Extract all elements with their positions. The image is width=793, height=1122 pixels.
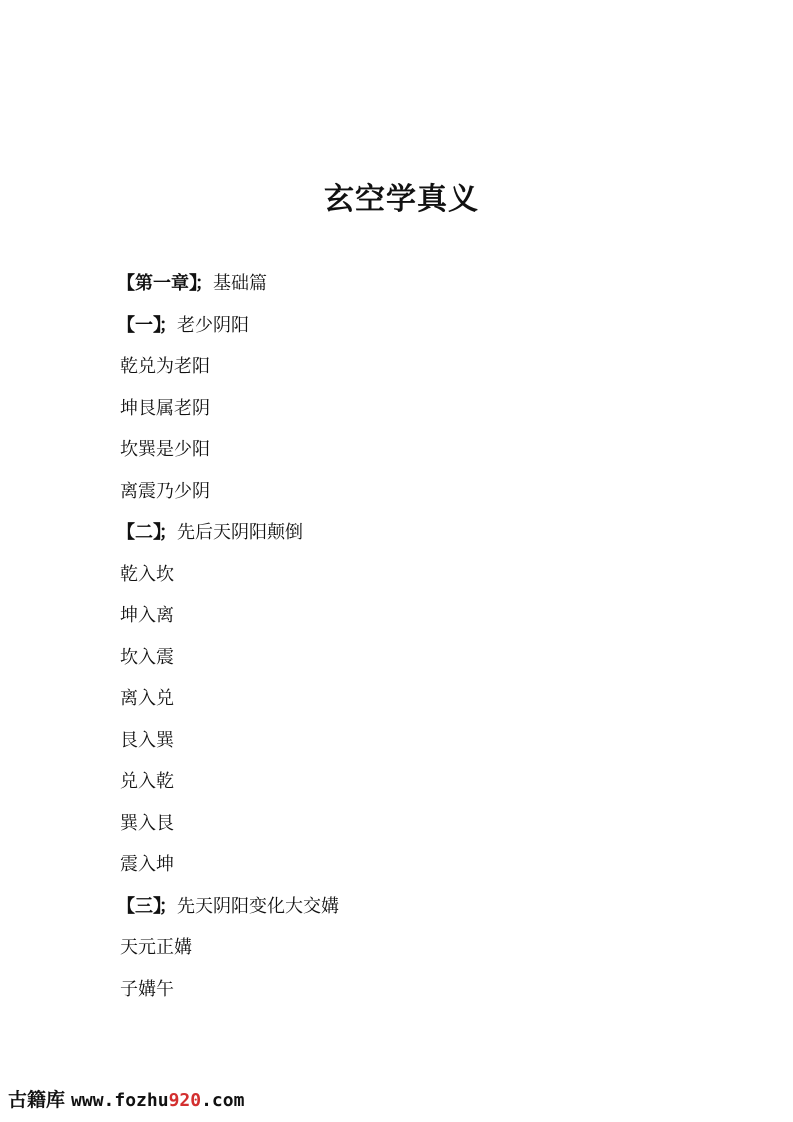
- section-heading: [117, 266, 720, 308]
- text-line: [120, 930, 720, 972]
- watermark-url-prefix: www.fozhu: [71, 1090, 169, 1111]
- text-line: [120, 432, 720, 474]
- text-line: [120, 764, 720, 806]
- section-title: 老少阴阳: [177, 314, 249, 336]
- section-number: 【三】: [117, 895, 162, 917]
- text-line: [120, 640, 720, 682]
- line-text: 巽入艮: [120, 812, 174, 834]
- text-line: [120, 723, 720, 765]
- watermark-url-suffix: .com: [201, 1090, 245, 1111]
- line-text: 子媾午: [120, 978, 174, 1000]
- line-text: 离入兑: [120, 688, 174, 709]
- text-line: [120, 349, 720, 391]
- section-separator: ；: [159, 522, 177, 543]
- text-line: [120, 391, 720, 433]
- text-line: [120, 681, 720, 723]
- line-text: 乾入坎: [120, 563, 174, 585]
- text-line: [120, 972, 720, 1014]
- section-number: 【一】: [117, 314, 162, 336]
- section-heading: [117, 889, 720, 931]
- section-title: 先天阴阳变化大交媾: [177, 895, 339, 917]
- section-heading: [117, 515, 720, 557]
- document-body: [117, 266, 720, 1013]
- line-text: 坎巽是少阳: [120, 439, 210, 460]
- line-text: 离震乃少阴: [120, 480, 210, 502]
- section-title: 先后天阴阳颠倒: [177, 522, 303, 543]
- line-text: 震入坤: [120, 854, 174, 875]
- text-line: [120, 557, 720, 599]
- page-title: 玄空学真义: [324, 182, 479, 217]
- section-separator: ；: [159, 895, 177, 917]
- section-heading: [117, 308, 720, 350]
- text-line: [120, 847, 720, 889]
- line-text: 兑入乾: [120, 771, 174, 792]
- text-line: [120, 474, 720, 516]
- watermark-url-number: 920: [168, 1090, 202, 1111]
- section-number: 【二】: [117, 522, 162, 543]
- section-separator: ；: [195, 273, 213, 294]
- watermark: [8, 1085, 244, 1115]
- section-number: 【第一章】: [117, 273, 198, 294]
- text-line: [120, 806, 720, 848]
- line-text: 坤艮属老阴: [120, 397, 210, 419]
- line-text: 艮入巽: [120, 729, 174, 751]
- text-line: [120, 598, 720, 640]
- section-title: 基础篇: [213, 273, 267, 294]
- line-text: 乾兑为老阳: [120, 356, 210, 377]
- section-separator: ；: [159, 314, 177, 336]
- line-text: 坤入离: [120, 605, 174, 626]
- watermark-site-name: 古籍库: [8, 1089, 66, 1111]
- line-text: 坎入震: [120, 646, 174, 668]
- line-text: 天元正媾: [120, 937, 192, 958]
